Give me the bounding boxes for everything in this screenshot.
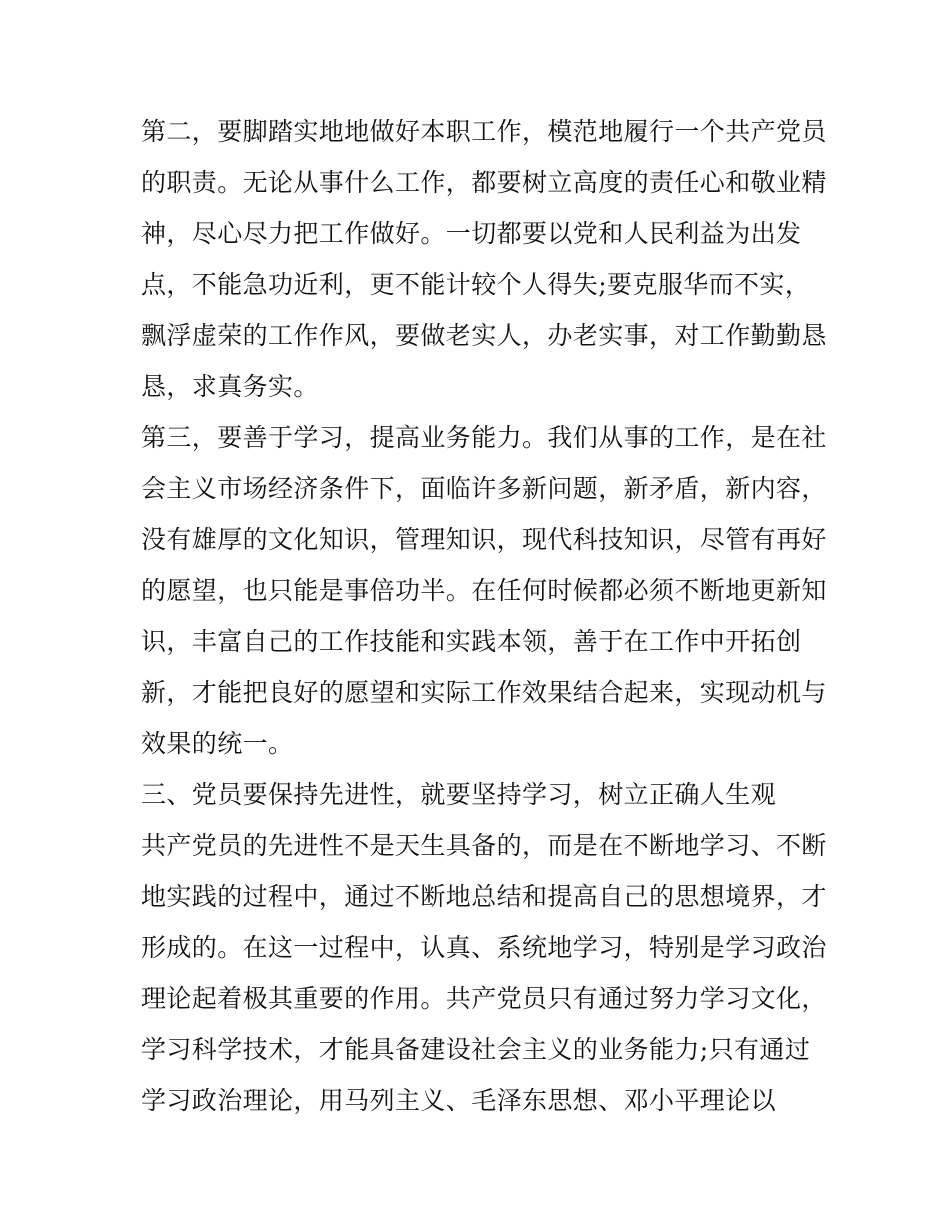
text-line: 新，才能把良好的愿望和实际工作效果结合起来，实现动机与 bbox=[141, 678, 827, 707]
text-line: 的愿望，也只能是事倍功半。在任何时候都必须不断地更新知 bbox=[141, 576, 827, 605]
text-line: 恳，求真务实。 bbox=[141, 372, 319, 401]
text-line: 形成的。在这一过程中，认真、系统地学习，特别是学习政治 bbox=[141, 933, 827, 962]
text-line: 识，丰富自己的工作技能和实践本领，善于在工作中开拓创 bbox=[141, 627, 802, 656]
text-line: 共产党员的先进性不是天生具备的，而是在不断地学习、不断 bbox=[141, 831, 827, 860]
text-line: 效果的统一。 bbox=[141, 729, 294, 758]
text-line: 第三，要善于学习，提高业务能力。我们从事的工作，是在社 bbox=[141, 423, 827, 452]
text-line: 学习政治理论，用马列主义、毛泽东思想、邓小平理论以 bbox=[141, 1086, 777, 1115]
text-line: 理论起着极其重要的作用。共产党员只有通过努力学习文化， bbox=[141, 984, 827, 1013]
text-line: 神，尽心尽力把工作做好。一切都要以党和人民利益为出发 bbox=[141, 219, 802, 248]
text-line: 点，不能急功近利，更不能计较个人得失;要克服华而不实， bbox=[141, 270, 811, 299]
document-body bbox=[141, 106, 827, 1126]
text-line: 没有雄厚的文化知识，管理知识，现代科技知识，尽管有再好 bbox=[141, 525, 827, 554]
text-line: 第二，要脚踏实地地做好本职工作，模范地履行一个共产党员 bbox=[141, 117, 827, 146]
text-line: 会主义市场经济条件下，面临许多新问题，新矛盾，新内容， bbox=[141, 474, 827, 503]
text-line: 学习科学技术，才能具备建设社会主义的业务能力;只有通过 bbox=[141, 1035, 811, 1064]
text-line: 地实践的过程中，通过不断地总结和提高自己的思想境界，才 bbox=[141, 882, 827, 911]
section-heading: 三、党员要保持先进性，就要坚持学习，树立正确人生观 bbox=[141, 780, 777, 809]
text-line: 的职责。无论从事什么工作，都要树立高度的责任心和敬业精 bbox=[141, 168, 827, 197]
text-line: 飘浮虚荣的工作作风，要做老实人，办老实事，对工作勤勤恳 bbox=[141, 321, 827, 350]
